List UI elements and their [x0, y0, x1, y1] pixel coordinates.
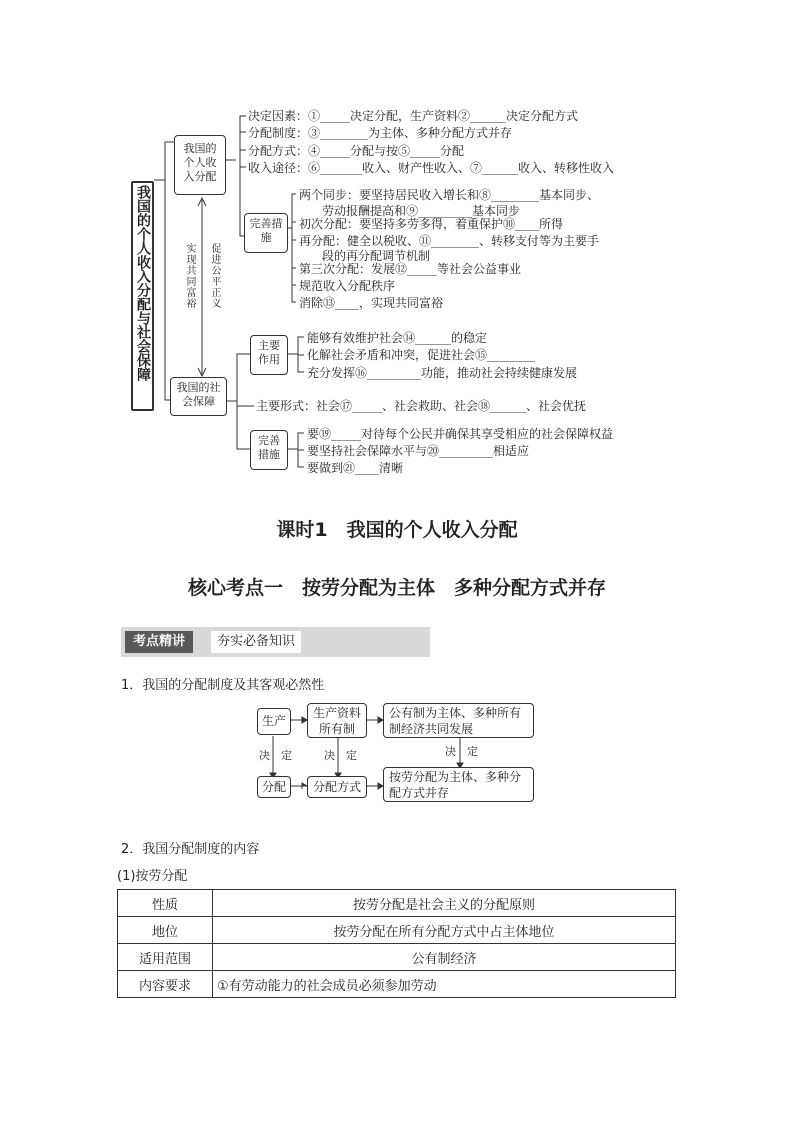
table-row [118, 890, 676, 917]
table-value: 公有制经济 [213, 944, 676, 971]
table-key: 地位 [118, 917, 213, 944]
banner-tag: 考点精讲 [125, 631, 193, 653]
perfect1-item: 第三次分配：发展⑫_____等社会公益事业 [299, 262, 522, 276]
perfect1-item: 初次分配：要坚持多劳多得，着重保护⑩____所得 [299, 217, 564, 231]
perfect1-item: 再分配：健全以税收、⑪________、转移支付等为主要手 [299, 234, 600, 248]
node-production: 生产 [257, 708, 291, 735]
table-value: 按劳分配在所有分配方式中占主体地位 [213, 917, 676, 944]
node-ownership: 生产资料所有制 [307, 703, 367, 738]
node-ownership-desc: 公有制为主体、多种所有制经济共同发展 [383, 703, 534, 738]
decide-label-2: 决 定 [324, 749, 357, 762]
node-distribution: 分配 [257, 776, 291, 798]
branch-income-label: 我国的个人收入分配 [183, 142, 217, 183]
perfect2-item: 要⑲_____对待每个公民并确保其享受相应的社会保障权益 [307, 427, 614, 441]
perfect1-item: 两个同步：要坚持居民收入增长和⑧________基本同步、 [299, 188, 600, 202]
link-label-left: 实现共同富裕 [184, 243, 195, 309]
perfect1-item: 消除⑬____，实现共同富裕 [299, 296, 444, 310]
lesson-title: 课时1 我国的个人收入分配 [276, 519, 518, 541]
perfect1-item: 劳动报酬提高和⑨_________基本同步 [322, 204, 521, 218]
perfect2-item: 要坚持社会保障水平与⑳_________相适应 [307, 444, 530, 458]
b1-item: 分配制度：③________为主体、多种分配方式并存 [248, 126, 513, 140]
perfect1-item: 段的再分配调节机制 [322, 249, 431, 263]
table-row [118, 944, 676, 971]
role-item: 充分发挥⑯_________功能，推动社会持续健康发展 [307, 366, 578, 380]
perfect1-label: 完善措施 [249, 217, 283, 244]
role-label: 主要作用 [258, 339, 280, 366]
table-value: 按劳分配是社会主义的分配原则 [213, 890, 676, 917]
role-item: 能够有效维护社会⑭______的稳定 [307, 331, 488, 345]
table-key: 适用范围 [118, 944, 213, 971]
main-forms: 主要形式：社会⑰_____、社会救助、社会⑱______、社会优抚 [256, 399, 587, 413]
perfect1-item: 规范收入分配秩序 [299, 279, 396, 293]
subsection-1-heading: (1)按劳分配 [117, 869, 188, 884]
decide-label-1: 决 定 [259, 749, 292, 762]
distribution-table [117, 889, 676, 998]
link-label-right: 促进公平正义 [209, 243, 220, 309]
role-item: 化解社会矛盾和冲突，促进社会⑮________ [307, 348, 536, 362]
table-row [118, 971, 676, 998]
node-method-desc: 按劳分配为主体、多种分配方式并存 [383, 767, 534, 802]
table-value: ①有劳动能力的社会成员必须参加劳动 [213, 971, 676, 998]
table-key: 内容要求 [118, 971, 213, 998]
root-label: 我国的个人收入分配与社会保障 [135, 185, 151, 381]
node-method: 分配方式 [307, 776, 367, 798]
b1-item: 收入途径：⑥_______收入、财产性收入、⑦______收入、转移性收入 [248, 161, 615, 175]
perfect2-label: 完善措施 [258, 434, 280, 461]
section-2-heading: 2．我国分配制度的内容 [121, 842, 260, 857]
banner-subtitle: 夯实必备知识 [211, 631, 301, 653]
section-1-heading: 1．我国的分配制度及其客观必然性 [121, 678, 325, 693]
b1-item: 分配方式：④_____分配与按⑤_____分配 [248, 144, 465, 158]
branch-security-label: 我国的社会保障 [176, 381, 221, 408]
b1-item: 决定因素：①_____决定分配，生产资料②______决定分配方式 [248, 109, 579, 123]
table-row [118, 917, 676, 944]
core-topic-title: 核心考点一 按劳分配为主体 多种分配方式并存 [187, 577, 606, 599]
decide-label-3: 决 定 [445, 745, 478, 758]
perfect2-item: 要做到㉑____清晰 [307, 461, 404, 475]
table-key: 性质 [118, 890, 213, 917]
